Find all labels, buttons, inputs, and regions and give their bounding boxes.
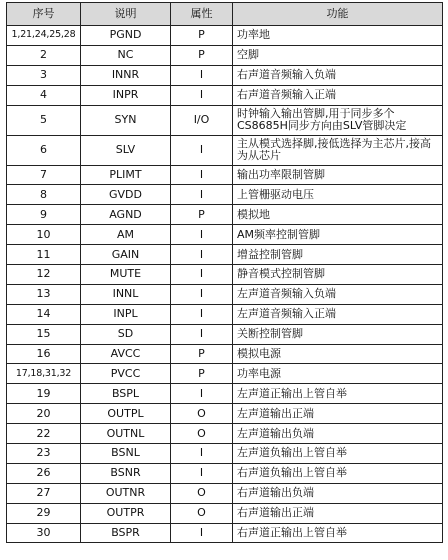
pin-function-cell: 左声道正输出上管自举 bbox=[233, 384, 443, 404]
pin-name-cell: OUTPR bbox=[81, 503, 171, 523]
table-row bbox=[7, 404, 443, 424]
pin-number-cell: 15 bbox=[7, 324, 81, 344]
pin-number-cell: 11 bbox=[7, 245, 81, 265]
table-header-row bbox=[7, 3, 443, 26]
table-row bbox=[7, 304, 443, 324]
pin-number-cell: 7 bbox=[7, 165, 81, 185]
table-row bbox=[7, 324, 443, 344]
pin-function-cell: 上管栅驱动电压 bbox=[233, 185, 443, 205]
pin-function-cell: 左声道音频输入负端 bbox=[233, 284, 443, 304]
table-row bbox=[7, 185, 443, 205]
pin-attribute-cell: I bbox=[171, 384, 233, 404]
pin-function-cell: 左声道音频输入正端 bbox=[233, 304, 443, 324]
pin-function-cell: 右声道负输出上管自举 bbox=[233, 463, 443, 483]
pin-attribute-cell: I bbox=[171, 225, 233, 245]
table-row bbox=[7, 503, 443, 523]
pin-function-cell: 模拟电源 bbox=[233, 344, 443, 364]
pin-function-cell: 静音模式控制管脚 bbox=[233, 265, 443, 285]
pin-attribute-cell: P bbox=[171, 344, 233, 364]
pin-number-cell: 2 bbox=[7, 45, 81, 65]
pin-name-cell: PVCC bbox=[81, 364, 171, 384]
pin-name-cell: PLIMT bbox=[81, 165, 171, 185]
pin-function-cell: 右声道正输出上管自举 bbox=[233, 523, 443, 543]
pin-name-cell: MUTE bbox=[81, 265, 171, 285]
pin-name-cell: INPL bbox=[81, 304, 171, 324]
pin-function-cell: 右声道音频输入负端 bbox=[233, 65, 443, 85]
pin-name-cell: SD bbox=[81, 324, 171, 344]
pin-number-cell: 14 bbox=[7, 304, 81, 324]
pin-attribute-cell: P bbox=[171, 26, 233, 46]
pin-function-cell: 左声道负输出上管自举 bbox=[233, 444, 443, 464]
table-row bbox=[7, 105, 443, 135]
pin-attribute-cell: I bbox=[171, 444, 233, 464]
pin-attribute-cell: P bbox=[171, 205, 233, 225]
header-name: 说明 bbox=[81, 3, 171, 26]
pin-number-cell: 5 bbox=[7, 105, 81, 135]
pin-attribute-cell: I bbox=[171, 245, 233, 265]
pin-attribute-cell: I bbox=[171, 304, 233, 324]
pin-function-cell: 模拟地 bbox=[233, 205, 443, 225]
pin-function-cell: 输出功率限制管脚 bbox=[233, 165, 443, 185]
pin-number-cell: 19 bbox=[7, 384, 81, 404]
pin-number-cell: 26 bbox=[7, 463, 81, 483]
pin-attribute-cell: I bbox=[171, 85, 233, 105]
pin-function-cell: 右声道输出负端 bbox=[233, 483, 443, 503]
table-row bbox=[7, 85, 443, 105]
table-row bbox=[7, 344, 443, 364]
pin-function-cell: 右声道音频输入正端 bbox=[233, 85, 443, 105]
pin-name-cell: BSPL bbox=[81, 384, 171, 404]
pin-function-cell: 右声道输出正端 bbox=[233, 503, 443, 523]
pin-attribute-cell: I bbox=[171, 135, 233, 165]
table-row bbox=[7, 284, 443, 304]
pin-attribute-cell: I bbox=[171, 65, 233, 85]
pin-attribute-cell: P bbox=[171, 45, 233, 65]
pin-number-cell: 17,18,31,32 bbox=[7, 364, 81, 384]
table-row bbox=[7, 265, 443, 285]
header-number: 序号 bbox=[7, 3, 81, 26]
pin-name-cell: AGND bbox=[81, 205, 171, 225]
pin-attribute-cell: O bbox=[171, 503, 233, 523]
table-row bbox=[7, 384, 443, 404]
pin-number-cell: 1,21,24,25,28 bbox=[7, 26, 81, 46]
table-row bbox=[7, 225, 443, 245]
table-row bbox=[7, 245, 443, 265]
pin-number-cell: 30 bbox=[7, 523, 81, 543]
pin-function-cell: 主从模式选择脚,接低选择为主芯片,接高为从芯片 bbox=[233, 135, 443, 165]
table-row bbox=[7, 483, 443, 503]
pin-number-cell: 9 bbox=[7, 205, 81, 225]
pin-attribute-cell: I bbox=[171, 265, 233, 285]
pin-function-cell: 增益控制管脚 bbox=[233, 245, 443, 265]
pin-number-cell: 10 bbox=[7, 225, 81, 245]
pin-name-cell: NC bbox=[81, 45, 171, 65]
pin-name-cell: BSNL bbox=[81, 444, 171, 464]
pin-function-cell: 功率电源 bbox=[233, 364, 443, 384]
pin-attribute-cell: O bbox=[171, 424, 233, 444]
pin-attribute-cell: O bbox=[171, 483, 233, 503]
pin-function-cell: 左声道输出正端 bbox=[233, 404, 443, 424]
header-attribute: 属性 bbox=[171, 3, 233, 26]
pin-number-cell: 27 bbox=[7, 483, 81, 503]
table-row bbox=[7, 364, 443, 384]
pin-name-cell: INNL bbox=[81, 284, 171, 304]
table-row bbox=[7, 135, 443, 165]
pin-attribute-cell: P bbox=[171, 364, 233, 384]
pin-attribute-cell: I bbox=[171, 284, 233, 304]
pin-function-table bbox=[6, 2, 443, 543]
pin-name-cell: INNR bbox=[81, 65, 171, 85]
pin-table-container bbox=[6, 2, 442, 543]
pin-name-cell: BSNR bbox=[81, 463, 171, 483]
table-body bbox=[7, 26, 443, 543]
pin-name-cell: GVDD bbox=[81, 185, 171, 205]
table-row bbox=[7, 165, 443, 185]
pin-function-cell: 功率地 bbox=[233, 26, 443, 46]
pin-name-cell: OUTPL bbox=[81, 404, 171, 424]
pin-name-cell: INPR bbox=[81, 85, 171, 105]
table-row bbox=[7, 463, 443, 483]
header-function: 功能 bbox=[233, 3, 443, 26]
pin-name-cell: AM bbox=[81, 225, 171, 245]
pin-number-cell: 20 bbox=[7, 404, 81, 424]
pin-number-cell: 16 bbox=[7, 344, 81, 364]
table-row bbox=[7, 205, 443, 225]
pin-function-cell: 左声道输出负端 bbox=[233, 424, 443, 444]
pin-name-cell: OUTNR bbox=[81, 483, 171, 503]
pin-name-cell: GAIN bbox=[81, 245, 171, 265]
pin-number-cell: 23 bbox=[7, 444, 81, 464]
table-row bbox=[7, 65, 443, 85]
pin-number-cell: 6 bbox=[7, 135, 81, 165]
pin-function-cell: 时钟输入输出管脚,用于同步多个CS8685H同步方向由SLV管脚决定 bbox=[233, 105, 443, 135]
pin-name-cell: PGND bbox=[81, 26, 171, 46]
pin-function-cell: 空脚 bbox=[233, 45, 443, 65]
pin-attribute-cell: I bbox=[171, 523, 233, 543]
pin-number-cell: 3 bbox=[7, 65, 81, 85]
pin-name-cell: BSPR bbox=[81, 523, 171, 543]
pin-attribute-cell: I bbox=[171, 324, 233, 344]
pin-name-cell: AVCC bbox=[81, 344, 171, 364]
pin-attribute-cell: I bbox=[171, 185, 233, 205]
table-row bbox=[7, 26, 443, 46]
pin-number-cell: 22 bbox=[7, 424, 81, 444]
pin-number-cell: 8 bbox=[7, 185, 81, 205]
table-row bbox=[7, 424, 443, 444]
pin-attribute-cell: I/O bbox=[171, 105, 233, 135]
pin-function-cell: 关断控制管脚 bbox=[233, 324, 443, 344]
pin-attribute-cell: I bbox=[171, 165, 233, 185]
pin-number-cell: 29 bbox=[7, 503, 81, 523]
pin-name-cell: SLV bbox=[81, 135, 171, 165]
pin-attribute-cell: I bbox=[171, 463, 233, 483]
pin-number-cell: 4 bbox=[7, 85, 81, 105]
table-row bbox=[7, 444, 443, 464]
pin-attribute-cell: O bbox=[171, 404, 233, 424]
pin-function-cell: AM频率控制管脚 bbox=[233, 225, 443, 245]
table-row bbox=[7, 523, 443, 543]
pin-number-cell: 13 bbox=[7, 284, 81, 304]
table-row bbox=[7, 45, 443, 65]
pin-name-cell: SYN bbox=[81, 105, 171, 135]
pin-number-cell: 12 bbox=[7, 265, 81, 285]
pin-name-cell: OUTNL bbox=[81, 424, 171, 444]
